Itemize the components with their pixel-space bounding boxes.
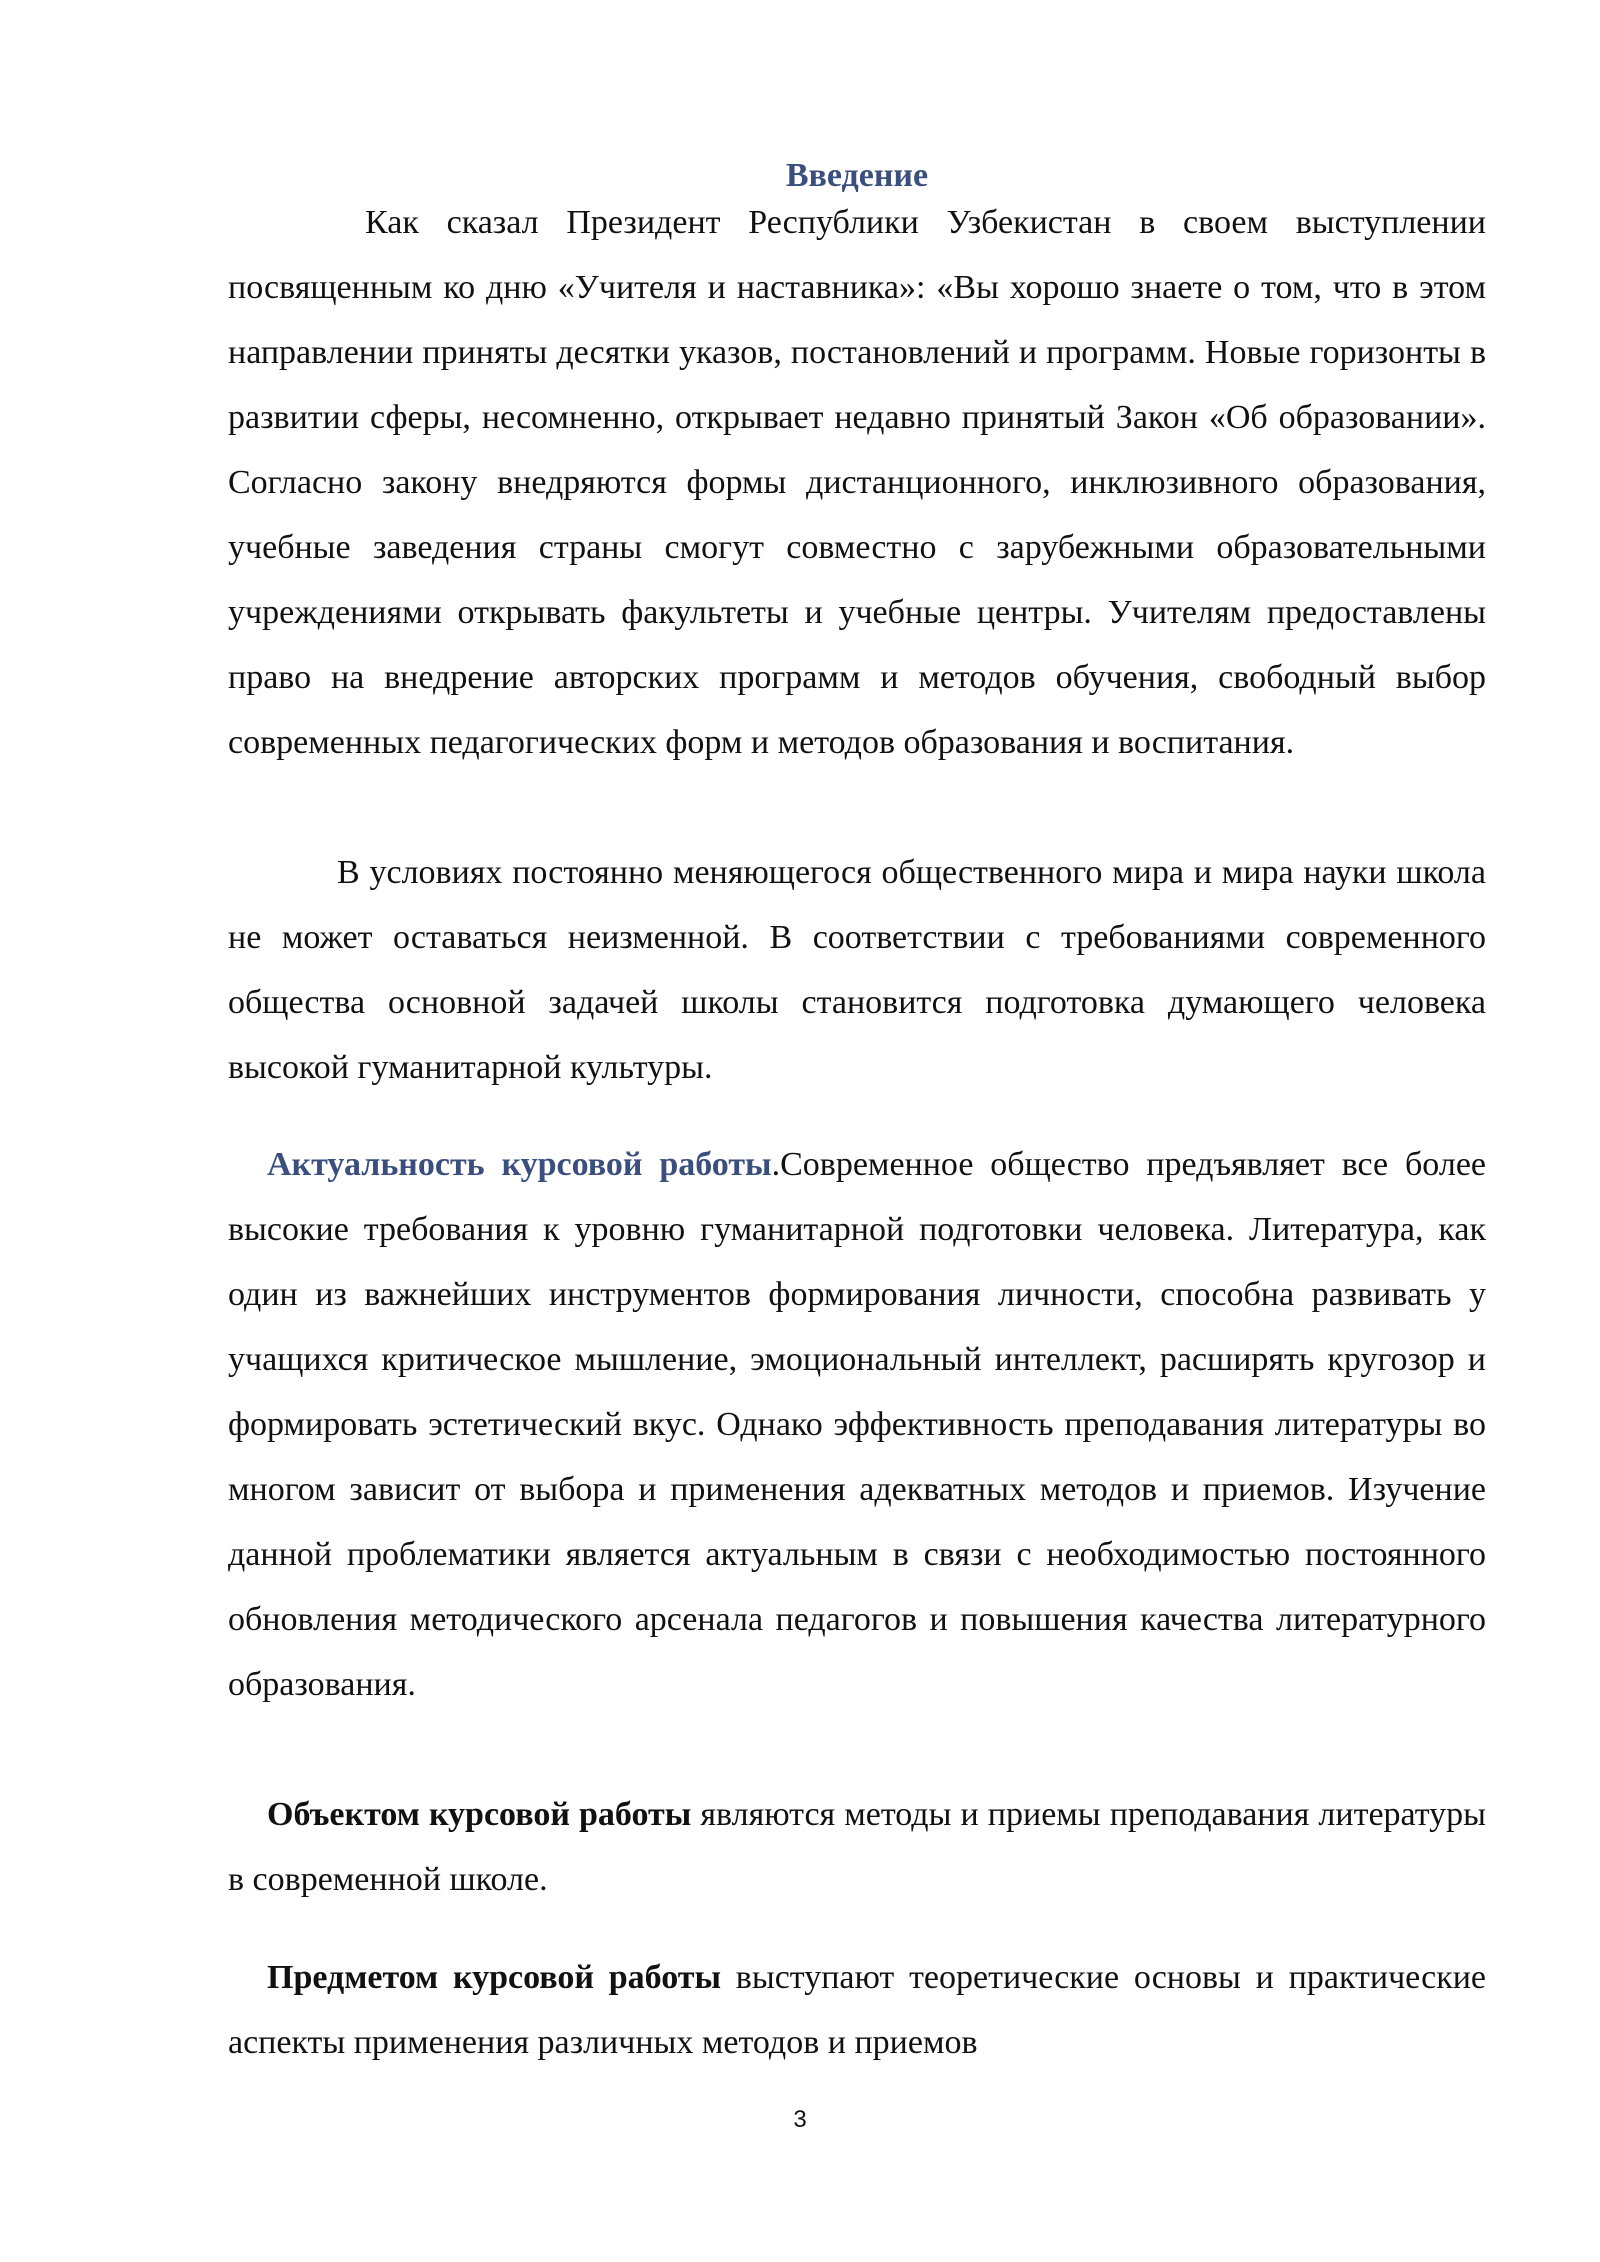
relevance-text: .Современное общество предъявляет все более высокие требования к уровню гуманитарной подготовки человека. Литература, как один из важнейших инструментов формирования личности, способна развивать у учащихся критическое мышление, эмоциональный интеллект, расширять кругозор и формировать эстетический вкус. Однако эффективность преподавания литературы во многом зависит от выбора и применения адекватных методов и приемов. Изучение данной проблематики является актуальным в связи с необходимостью постоянного обновления методического арсенала педагогов и повышения качества литературного образования. (228, 1146, 1486, 1703)
paragraph-object (228, 1782, 1486, 1912)
paragraph-subject (228, 1945, 1486, 2075)
paragraph-school-conditions: В условиях постоянно меняющегося общественного мира и мира науки школа не может оставаться неизменной. В соответствии с требованиями современного общества основной задачей школы становится подготовка думающего человека высокой гуманитарной культуры. (228, 854, 1486, 1086)
page-title: Введение (785, 157, 929, 194)
subject-text: выступают теоретические основы и практические аспекты применения различных методов и приемов (228, 1959, 1487, 2061)
paragraph-relevance (228, 1132, 1486, 1717)
page-number: 3 (793, 2106, 807, 2133)
object-heading: Объектом курсовой работы (267, 1796, 692, 1833)
object-text: являются методы и приемы преподавания литературы в современной школе. (228, 1796, 1486, 1898)
paragraph-intro: Как сказал Президент Республики Узбекистан в своем выступлении посвященным ко дню «Учителя и наставника»: «Вы хорошо знаете о том, что в этом направлении приняты десятки указов, постановлений и программ. Новые горизонты в развитии сферы, несомненно, открывает недавно принятый Закон «Об образовании». Согласно закону внедряются формы дистанционного, инклюзивного образования, учебные заведения страны смогут совместно с зарубежными образовательными учреждениями открывать факультеты и учебные центры. Учителям предоставлены право на внедрение авторских программ и методов обучения, свободный выбор современных педагогических форм и методов образования и воспитания. (228, 204, 1486, 761)
subject-heading: Предметом курсовой работы (267, 1959, 722, 1996)
relevance-heading: Актуальность курсовой работы (267, 1146, 772, 1183)
